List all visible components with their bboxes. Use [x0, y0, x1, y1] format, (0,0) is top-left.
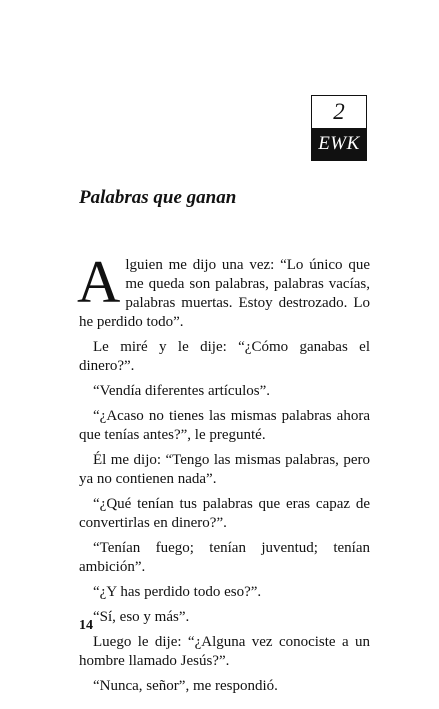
drop-cap: A [77, 249, 121, 315]
page-number: 14 [79, 618, 93, 633]
paragraph: “¿Acaso no tienes las mismas palabras ahora que tenías antes?”, le pregunté. [79, 408, 370, 443]
paragraph: “¿Y has perdido todo eso?”. [93, 584, 262, 600]
page-title: Palabras que ganan [79, 187, 237, 208]
paragraph: Le miré y le dije: “¿Cómo ganabas el dinero?”. [79, 339, 370, 374]
paragraph: Él me dijo: “Tengo las mismas palabras, pero ya no contienen nada”. [79, 452, 370, 487]
first-paragraph [77, 249, 370, 332]
chapter-box [311, 95, 367, 161]
paragraph: “Nunca, señor”, me respondió. [93, 678, 278, 694]
paragraph: “Vendía diferentes artículos”. [93, 383, 271, 399]
paragraph: “Sí, eso y más”. [93, 609, 190, 625]
chapter-number: 2 [333, 99, 345, 124]
paragraph: Luego le dije: “¿Alguna vez conociste a un hombre llamado Jesús?”. [79, 634, 370, 669]
paragraph: “Tenían fuego; tenían juventud; tenían ambición”. [79, 540, 370, 575]
body-text [77, 249, 370, 702]
paragraph: “¿Qué tenían tus palabras que eras capaz de convertirlas en dinero?”. [79, 496, 370, 531]
first-paragraph-text: lguien me dijo una vez: “Lo único que me queda son palabras, palabras vacías, palabras muertas. Estoy destrozado. Lo he perdido todo”. [79, 257, 370, 330]
chapter-code: EWK [312, 128, 366, 160]
